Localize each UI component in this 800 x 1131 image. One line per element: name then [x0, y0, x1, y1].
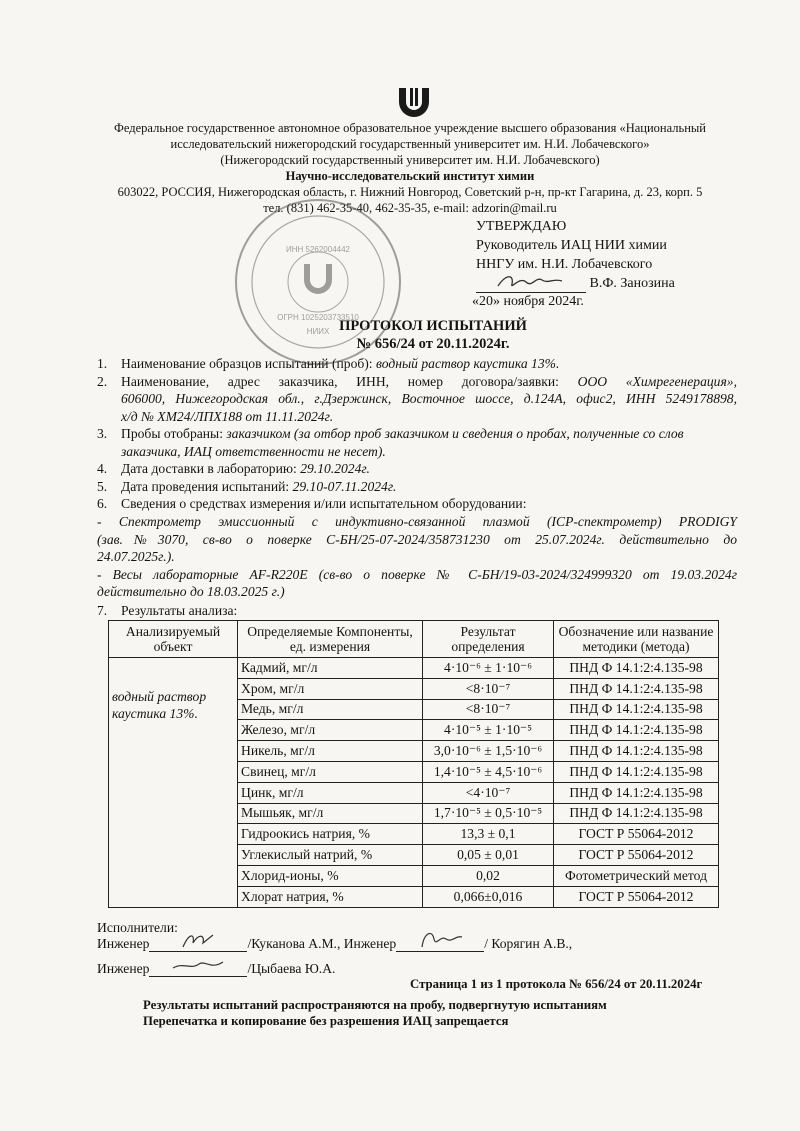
result-cell: 1,7·10⁻⁵ ± 0,5·10⁻⁵: [423, 803, 554, 824]
header-result: Результат определения: [423, 621, 554, 658]
result-cell: 13,3 ± 0,1: [423, 824, 554, 845]
signature-line-2: [396, 937, 484, 952]
approval-name: В.Ф. Занозина: [589, 276, 675, 291]
executor-role2: Инженер: [97, 961, 150, 976]
equipment-2-line2: действительно до 18.03.2025 г.): [97, 584, 285, 599]
executors-row2: [97, 961, 335, 977]
approval-position1: Руководитель ИАЦ НИИ химии: [476, 238, 667, 253]
protocol-title: ПРОТОКОЛ ИСПЫТАНИЙ: [339, 318, 527, 334]
component-cell: Углекислый натрий, %: [238, 845, 423, 866]
method-cell: ГОСТ Р 55064-2012: [554, 824, 719, 845]
footer-note1: Результаты испытаний распространяются на пробу, подвергнутую испытаниям: [143, 998, 607, 1012]
footer-note2: Перепечатка и копирование без разрешения ИАЦ запрещается: [143, 1014, 509, 1028]
component-cell: Хлорид-ионы, %: [238, 865, 423, 886]
signature-line-1: [149, 937, 247, 952]
executor-name3: /Цыбаева Ю.А.: [247, 961, 336, 976]
stamp-inn: ИНН 5262004442: [285, 245, 351, 254]
item-2-line3: х/д № ХМ24/ЛПХ188 от 11.11.2024г.: [121, 408, 334, 424]
protocol-number: № 656/24 от 20.11.2024г.: [356, 336, 510, 352]
result-cell: <4·10⁻⁷: [423, 782, 554, 803]
method-cell: ПНД Ф 14.1:2:4.135-98: [554, 782, 719, 803]
method-cell: ГОСТ Р 55064-2012: [554, 886, 719, 907]
header-line1: Федеральное государственное автономное образовательное учреждение высшего образования «Национальный: [114, 121, 706, 135]
page-footer: Страница 1 из 1 протокола № 656/24 от 20.11.2024г: [410, 977, 703, 991]
footer-notes: [143, 997, 607, 1029]
header-object: Анализируемый объект: [109, 621, 238, 658]
method-cell: Фотометрический метод: [554, 865, 719, 886]
equipment-1-line2: (зав.№3070, св-во о поверке С-БН/25-07-2024/358731230 от 25.07.2024г. действительно до: [97, 531, 737, 547]
method-cell: ПНД Ф 14.1:2:4.135-98: [554, 699, 719, 720]
result-cell: <8·10⁻⁷: [423, 699, 554, 720]
method-cell: ГОСТ Р 55064-2012: [554, 845, 719, 866]
executor-role1: Инженер: [97, 936, 150, 951]
table-row: [109, 658, 719, 679]
executor-name1: /Куканова А.М., Инженер: [247, 936, 397, 951]
executor-signature-1: [179, 929, 219, 951]
item-6: 6. Сведения о средствах измерения и/или испытательном оборудовании:: [97, 496, 527, 511]
item-5: 5. Дата проведения испытаний: 29.10-07.11.2024г.: [97, 478, 397, 494]
item-7: 7. Результаты анализа:: [97, 603, 238, 618]
header-line3: (Нижегородский государственный университет им. Н.И. Лобачевского): [220, 153, 600, 167]
protocol-title-block: [0, 317, 800, 353]
stamp-abbr: НИИХ: [306, 327, 330, 336]
method-cell: ПНД Ф 14.1:2:4.135-98: [554, 741, 719, 762]
approval-sign-row: [476, 274, 675, 293]
contacts: тел. (831) 462-35-40, 462-35-35, e-mail: adzorin@mail.ru: [263, 201, 557, 215]
component-cell: Хром, мг/л: [238, 678, 423, 699]
signature-line-3: [149, 962, 247, 977]
method-cell: ПНД Ф 14.1:2:4.135-98: [554, 678, 719, 699]
method-cell: ПНД Ф 14.1:2:4.135-98: [554, 720, 719, 741]
header-method: Обозначение или название методики (метода): [554, 621, 719, 658]
executor-name2: / Корягин А.В.,: [484, 936, 573, 951]
item-4: 4. Дата доставки в лабораторию: 29.10.2024г.: [97, 461, 370, 476]
component-cell: Железо, мг/л: [238, 720, 423, 741]
component-cell: Цинк, мг/л: [238, 782, 423, 803]
executor-signature-3: [171, 956, 225, 974]
result-cell: 0,066±0,016: [423, 886, 554, 907]
organization-header: [80, 120, 740, 216]
executors-row1: [97, 936, 572, 952]
director-signature: [496, 272, 566, 292]
item-2: 2. Наименование, адрес заказчика, ИНН, номер договора/заявки: ООО «Химрегенерация»,: [97, 373, 737, 389]
result-cell: 0,02: [423, 865, 554, 886]
equipment-list: [97, 513, 737, 601]
item-2-line2: 606000, Нижегородская обл., г.Дзержинск, Восточное шоссе, д.124А, офис2, ИНН 5249178898,: [121, 391, 737, 406]
approval-block: [476, 217, 675, 293]
header-component: Определяемые Компоненты, ед. измерения: [238, 621, 423, 658]
method-cell: ПНД Ф 14.1:2:4.135-98: [554, 761, 719, 782]
approval-date: «20» ноября 2024г.: [472, 294, 584, 309]
component-cell: Свинец, мг/л: [238, 761, 423, 782]
equipment-1-line3: 24.07.2025г.).: [97, 549, 175, 564]
header-line2: исследовательский нижегородский государственный университет им. Н.И. Лобачевского»: [170, 137, 650, 151]
result-cell: 4·10⁻⁶ ± 1·10⁻⁶: [423, 658, 554, 679]
signature-line: [476, 278, 586, 293]
equipment-2-line1: - Весы лабораторные AF-R220E (св-во о поверке № С-БН/19-03-2024/324999320 от 19.03.2024г: [97, 566, 737, 582]
institute-name: Научно-исследовательский институт химии: [285, 169, 535, 183]
component-cell: Гидроокись натрия, %: [238, 824, 423, 845]
protocol-items: [97, 355, 737, 513]
item-3-line2: заказчика, ИАЦ ответственности не несет).: [121, 443, 386, 459]
executor-signature-2: [418, 927, 464, 951]
component-cell: Мышьяк, мг/л: [238, 803, 423, 824]
stamp-ogrn: ОГРН 1025203733510: [277, 313, 359, 322]
equipment-1-line1: - Спектрометр эмиссионный с индуктивно-связанной плазмой (ICP-спектрометр) PRODIGY: [97, 514, 737, 529]
table-body: [109, 658, 719, 908]
approval-title: УТВЕРЖДАЮ: [476, 219, 567, 234]
method-cell: ПНД Ф 14.1:2:4.135-98: [554, 803, 719, 824]
result-cell: <8·10⁻⁷: [423, 678, 554, 699]
component-cell: Хлорат натрия, %: [238, 886, 423, 907]
item-3: 3. Пробы отобраны: заказчиком (за отбор проб заказчиком и сведения о пробах, полученные со слов: [97, 426, 684, 441]
component-cell: Кадмий, мг/л: [238, 658, 423, 679]
result-cell: 3,0·10⁻⁶ ± 1,5·10⁻⁶: [423, 741, 554, 762]
university-logo: [396, 86, 432, 118]
item-1: 1. Наименование образцов испытаний (проб): водный раствор каустика 13%.: [97, 356, 560, 371]
component-cell: Никель, мг/л: [238, 741, 423, 762]
address: 603022, РОССИЯ, Нижегородская область, г. Нижний Новгород, Советский р-н, пр-кт Гагарина, д. 23, корп. 5: [117, 185, 703, 199]
results-table: [108, 620, 719, 908]
result-cell: 1,4·10⁻⁵ ± 4,5·10⁻⁶: [423, 761, 554, 782]
analyzed-object: водный раствор каустика 13%.: [109, 658, 238, 908]
result-cell: 4·10⁻⁵ ± 1·10⁻⁵: [423, 720, 554, 741]
table-header-row: [109, 621, 719, 658]
result-cell: 0,05 ± 0,01: [423, 845, 554, 866]
method-cell: ПНД Ф 14.1:2:4.135-98: [554, 658, 719, 679]
executors-title: Исполнители:: [97, 920, 178, 935]
approval-position2: ННГУ им. Н.И. Лобачевского: [476, 257, 653, 272]
component-cell: Медь, мг/л: [238, 699, 423, 720]
